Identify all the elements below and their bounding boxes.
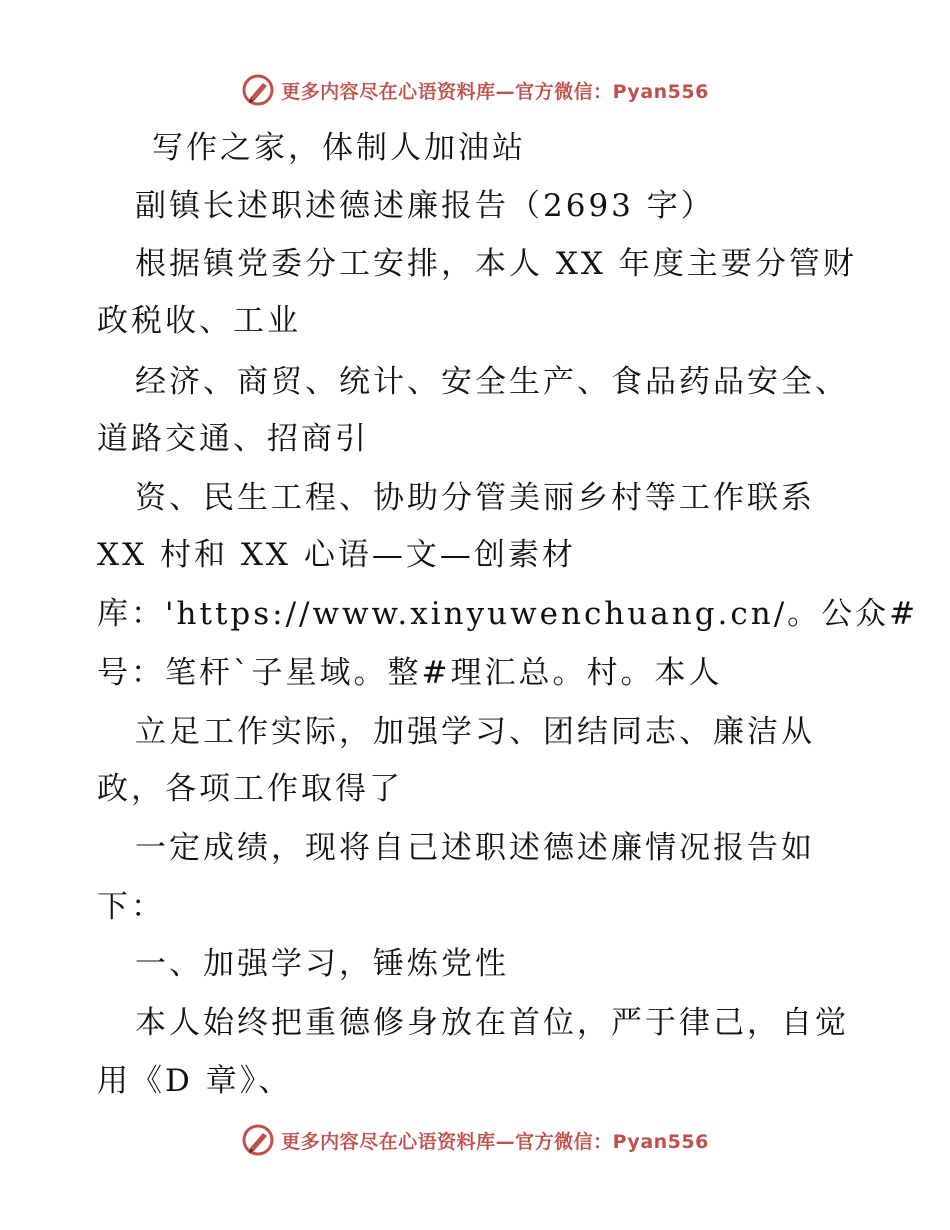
doc-line-6: 道路交通、招商引 bbox=[97, 421, 369, 457]
doc-line-14: 下： bbox=[97, 889, 165, 925]
doc-line-17: 用《D 章》、 bbox=[97, 1063, 293, 1099]
watermark-text: 更多内容尽在心语资料库—官方微信：Pyan556 bbox=[281, 1130, 709, 1153]
doc-line-7: 资、民生工程、协助分管美丽乡村等工作联系 bbox=[135, 480, 815, 516]
footer-watermark bbox=[0, 1120, 950, 1160]
doc-line-4: 政税收、工业 bbox=[97, 303, 301, 339]
doc-line-8: XX 村和 XX 心语—文—创素材 bbox=[97, 537, 576, 573]
doc-line-12: 政，各项工作取得了 bbox=[97, 771, 403, 807]
header-watermark bbox=[0, 70, 950, 110]
doc-line-10: 号：笔杆`子星域。整#理汇总。村。本人 bbox=[97, 655, 723, 691]
doc-line-13: 一定成绩，现将自己述职述德述廉情况报告如 bbox=[135, 830, 815, 866]
doc-line-11: 立足工作实际，加强学习、团结同志、廉洁从 bbox=[135, 714, 815, 750]
doc-line-1: 写作之家，体制人加油站 bbox=[152, 130, 526, 166]
pen-logo-icon bbox=[241, 73, 275, 107]
doc-line-9: 库：'https://www.xinyuwenchuang.cn/。公众# bbox=[97, 596, 919, 632]
section-heading-1: 一、加强学习，锤炼党性 bbox=[135, 946, 509, 982]
doc-line-5: 经济、商贸、统计、安全生产、食品药品安全、 bbox=[135, 364, 849, 400]
doc-line-3: 根据镇党委分工安排，本人 XX 年度主要分管财 bbox=[135, 246, 857, 282]
watermark-text: 更多内容尽在心语资料库—官方微信：Pyan556 bbox=[281, 80, 709, 103]
doc-line-16: 本人始终把重德修身放在首位，严于律己，自觉 bbox=[135, 1005, 849, 1041]
pen-logo-icon bbox=[241, 1123, 275, 1157]
doc-title: 副镇长述职述德述廉报告（2693 字） bbox=[135, 188, 715, 224]
